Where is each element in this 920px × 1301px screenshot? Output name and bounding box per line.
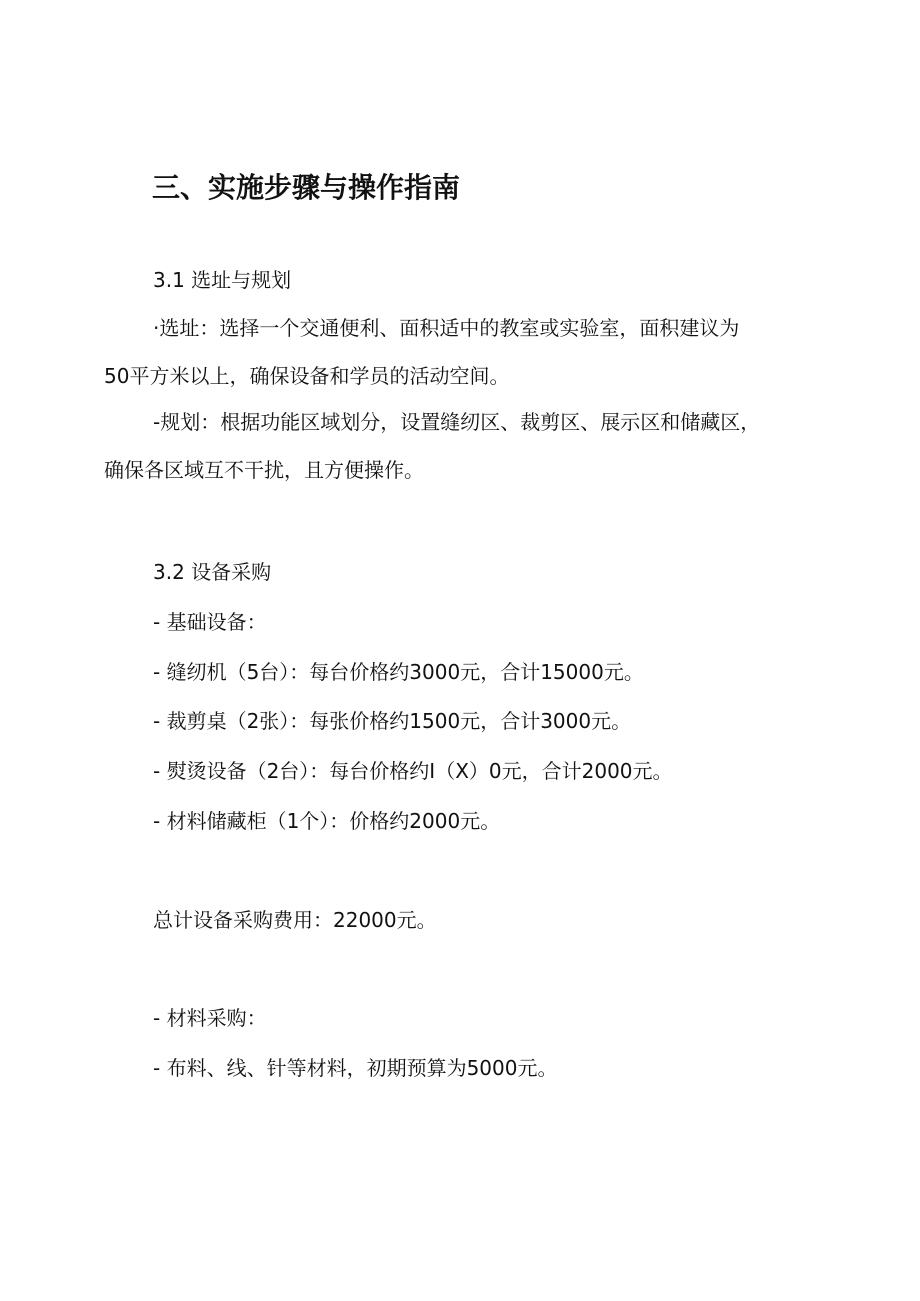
section-heading: 三、实施步骤与操作指南 [152, 171, 461, 204]
materials-label: - 材料采购： [153, 1006, 267, 1030]
planning-line-1: -规划：根据功能区域划分，设置缝纫区、裁剪区、展示区和储藏区， [153, 410, 761, 434]
equipment-item: - 缝纫机（5台）：每台价格约3000元，合计15000元。 [153, 660, 644, 684]
equipment-item: - 材料储藏柜（1个）：价格约2000元。 [153, 809, 501, 833]
basic-equipment-label: - 基础设备： [153, 610, 267, 634]
site-selection-line-1: ·选址：选择一个交通便利、面积适中的教室或实验室，面积建议为 [153, 316, 740, 340]
subsection-title-3-2: 3.2 设备采购 [153, 560, 272, 584]
site-selection-line-2: 50平方米以上，确保设备和学员的活动空间。 [104, 364, 510, 388]
planning-line-2: 确保各区域互不干扰，且方便操作。 [104, 458, 424, 482]
materials-item: - 布料、线、针等材料，初期预算为5000元。 [153, 1056, 558, 1080]
equipment-item: - 熨烫设备（2台）：每台价格约I（X）0元，合计2000元。 [153, 759, 673, 783]
equipment-item: - 裁剪桌（2张）：每张价格约1500元，合计3000元。 [153, 709, 632, 733]
equipment-total: 总计设备采购费用：22000元。 [153, 908, 437, 932]
subsection-title-3-1: 3.1 选址与规划 [153, 268, 292, 292]
